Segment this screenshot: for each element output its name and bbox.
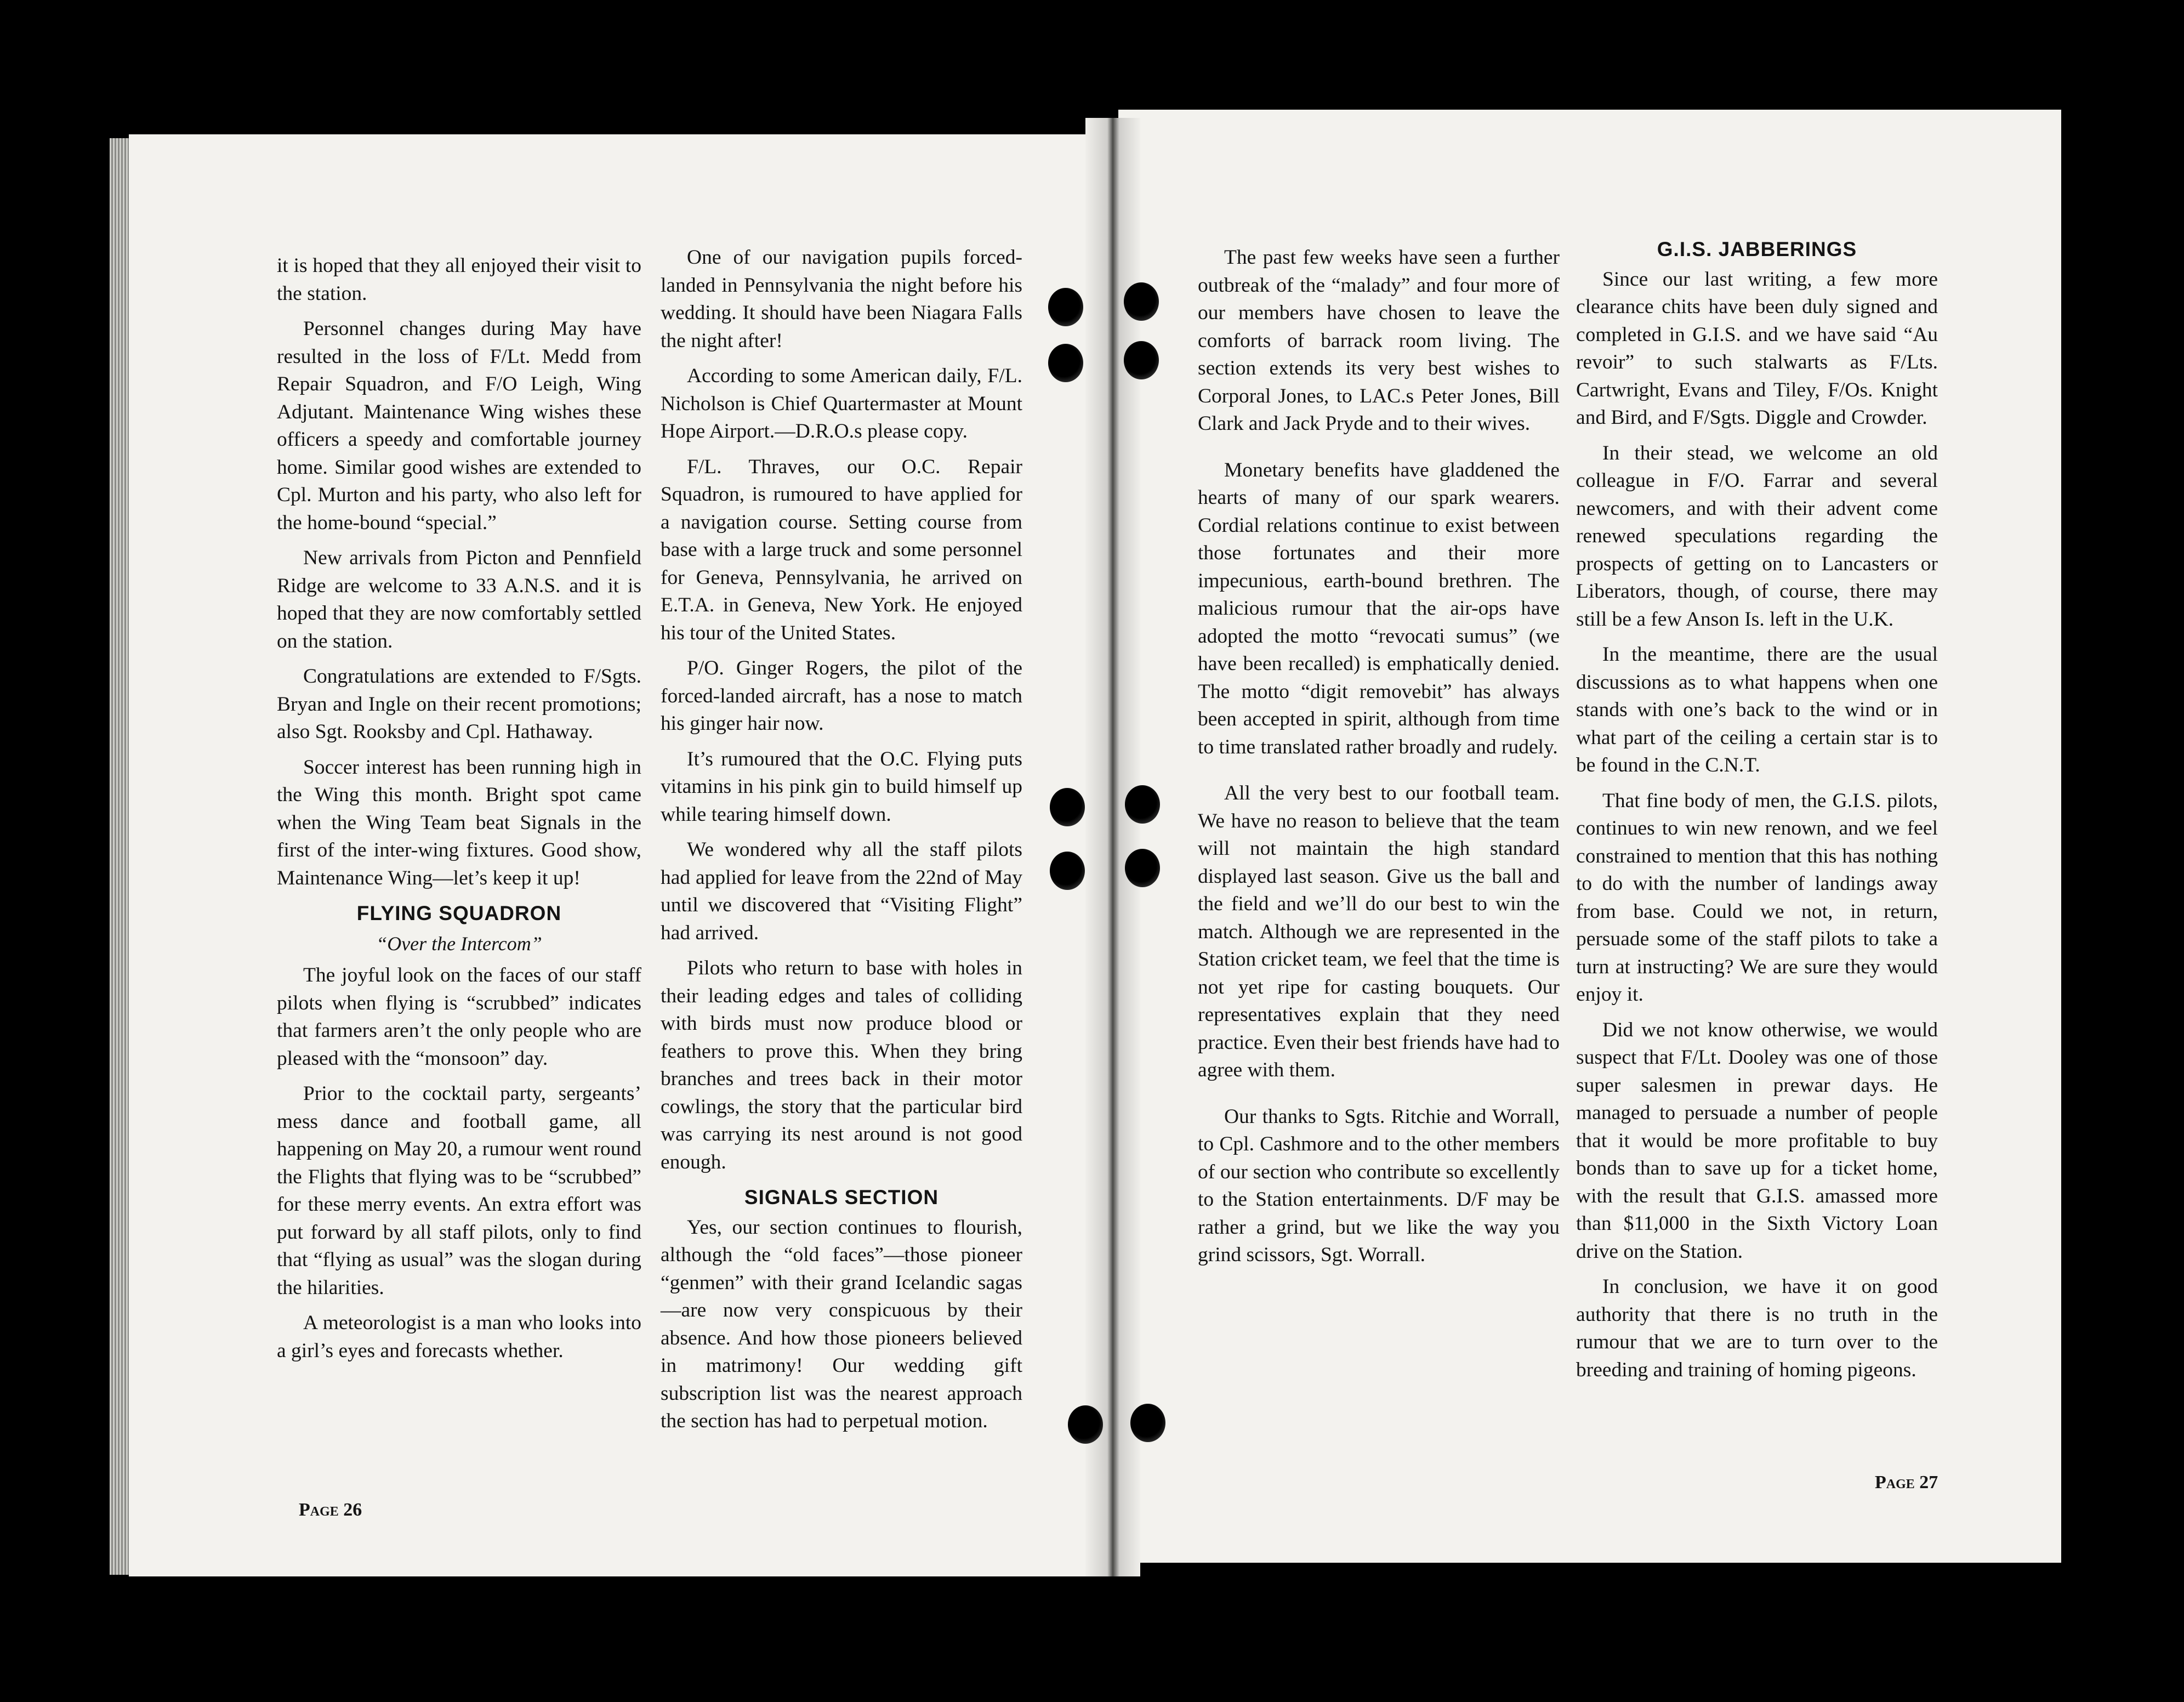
- paragraph: The joyful look on the faces of our staff pilots when flying is “scrubbed” indicates that farmers aren’t the only people who are pleased with the “monsoon” day.: [277, 964, 641, 1070]
- paragraph: A meteorologist is a man who looks into a girl’s eyes and forecasts whether.: [277, 1312, 641, 1362]
- section-heading-signals-section: SIGNALS SECTION: [744, 1186, 939, 1209]
- paragraph: it is hoped that they all enjoyed their visit to the station.: [277, 254, 641, 305]
- paragraph: That fine body of men, the G.I.S. pilots, continues to win new renown, and we feel constrained to mention that this has nothing to do with the number of landings away from base. Could we not, in return, persuade some of the staff pilots to take a turn at instructing? We are sure they would enjoy it.: [1576, 789, 1938, 1006]
- column-3: [1198, 244, 1560, 1277]
- paragraph: Did we not know otherwise, we would suspect that F/Lt. Dooley was one of those super salesmen in prewar days. He managed to persuade a number of people that it would be more profitable to buy bonds than to save up for a ticket home, with the result that G.I.S. amassed more than $11,000 in the Sixth Victory Loan drive on the Station.: [1576, 1018, 1938, 1263]
- paragraph: One of our navigation pupils forced-landed in Pennsylvania the night before his wedding. It should have been Niagara Falls the night after!: [661, 246, 1022, 352]
- paragraph: It’s rumoured that the O.C. Flying puts vitamins in his pink gin to build himself up while tearing himself down.: [661, 747, 1022, 826]
- punch-hole-icon: [1124, 282, 1159, 321]
- paragraph: Since our last writing, a few more clearance chits have been duly signed and completed in G.I.S. and we have said “Au revoir” to such stalwarts as F/Lts. Cartwright, Evans and Tiley, F/Os. Knight and Bird, and F/Sgts. Diggle and Crowder.: [1576, 268, 1938, 429]
- punch-hole-icon: [1048, 288, 1083, 326]
- paragraph: New arrivals from Picton and Pennfield Ridge are welcome to 33 A.N.S. and it is hoped that they are now comfortably settled on the station.: [277, 547, 641, 653]
- paragraph: Yes, our section continues to flourish, although the “old faces”—those pioneer “genmen” with their grand Icelandic sagas—are now very conspicuous by their absence. And how those pioneers believed in matrimony! Our wedding gift subscription list was the nearest approach the section has had to perpetual motion.: [661, 1216, 1022, 1432]
- punch-hole-icon: [1130, 1404, 1165, 1442]
- paragraph: Pilots who return to base with holes in their leading edges and tales of colliding with birds must now produce blood or feathers to prove this. When they bring branches and trees back in their motor cowlings, the story that the particular bird was carrying its nest around is not good enough.: [661, 957, 1022, 1173]
- paragraph: F/L. Thraves, our O.C. Repair Squadron, is rumoured to have applied for a navigation course. Setting course from base with a large truck and some personnel for Geneva, Pennsylvania, he arrived on E.T.A. in Geneva, New York. He enjoyed his tour of the United States.: [661, 455, 1022, 644]
- paragraph: In their stead, we welcome an old colleague in F/O. Farrar and several newcomers, and with their advent come renewed speculations regarding the prospects of getting on to Lancasters or Liberators, though, of course, there may still be a few Anson Is. left in the U.K.: [1576, 441, 1938, 631]
- punch-hole-icon: [1050, 788, 1085, 826]
- page-number-left: Page 26: [299, 1500, 362, 1520]
- paragraph: Prior to the cocktail party, sergeants’ mess dance and football game, all happening on May 20, a rumour went round the Flights that flying was to be “scrubbed” for these merry events. An extra effort was put forward by all staff pilots, only to find that “flying as usual” was the slogan during the hilarities.: [277, 1082, 641, 1299]
- paragraph: P/O. Ginger Rogers, the pilot of the forced-landed aircraft, has a nose to match his ginger hair now.: [661, 657, 1022, 735]
- page-stack-edge: [110, 138, 132, 1575]
- punch-hole-icon: [1050, 852, 1085, 890]
- section-heading-flying-squadron: FLYING SQUADRON: [356, 902, 562, 924]
- column-2: [661, 244, 1022, 1443]
- column-1: [277, 252, 641, 1372]
- paragraph: Monetary benefits have gladdened the hearts of many of our spark wearers. Cordial relations continue to exist between those fortunates and their more impecunious, earth-bound brethren. The malicious rumour that the air-ops have adopted the motto “revocati sumus” (we have been recalled) is emphatically denied. The motto “digit removebit” has always been accepted in spirit, although from time to time translated rather broadly and rudely.: [1198, 458, 1560, 758]
- paragraph: All the very best to our football team. We have no reason to believe that the team will not maintain the high standard displayed last season. Give us the ball and the field and we’ll do our best to win the match. Although we are represented in the Station cricket team, we feel that the time is not yet ripe for casting bouquets. Our representatives explain that they need practice. Even their best friends have had to agree with them.: [1198, 782, 1560, 1081]
- punch-hole-icon: [1125, 849, 1160, 887]
- paragraph: Congratulations are extended to F/Sgts. Bryan and Ingle on their recent promotions; also Sgt. Rooksby and Cpl. Hathaway.: [277, 665, 641, 743]
- section-heading-gis-jabberings: G.I.S. JABBERINGS: [1657, 238, 1857, 260]
- punch-hole-icon: [1124, 341, 1159, 379]
- book-spine: [1085, 118, 1140, 1576]
- punch-hole-icon: [1125, 785, 1160, 824]
- paragraph: According to some American daily, F/L. Nicholson is Chief Quartermaster at Mount Hope Airport.—D.R.O.s please copy.: [661, 365, 1022, 442]
- section-subheading: “Over the Intercom”: [376, 932, 542, 955]
- punch-hole-icon: [1048, 344, 1083, 382]
- paragraph: Personnel changes during May have resulted in the loss of F/Lt. Medd from Repair Squadron, and F/O Leigh, Wing Adjutant. Maintenance Wing wishes these officers a speedy and comfortable journey home. Similar good wishes are extended to Cpl. Murton and his party, who also left for the home-bound “special.”: [277, 317, 641, 534]
- paragraph: The past few weeks have seen a further outbreak of the “malady” and four more of our members have chosen to leave the comforts of barrack room living. The section extends its very best wishes to Corporal Jones, to LAC.s Peter Jones, Bill Clark and Jack Pryde and to their wives.: [1198, 246, 1560, 435]
- paragraph: In the meantime, there are the usual discussions as to what happens when one stands with one’s back to the wind or in what part of the ceiling a certain star is to be found in the C.N.T.: [1576, 643, 1938, 776]
- page-number-right: Page 27: [1875, 1472, 1938, 1493]
- column-4: [1576, 236, 1938, 1392]
- paragraph: In conclusion, we have it on good authority that there is no truth in the rumour that we are to turn over to the breeding and training of homing pigeons.: [1576, 1275, 1938, 1381]
- paragraph: Our thanks to Sgts. Ritchie and Worrall, to Cpl. Cashmore and to the other members of our section who contribute so excellently to the Station entertainments. D/F may be rather a grind, but we like the way you grind scissors, Sgt. Worrall.: [1198, 1105, 1560, 1266]
- paragraph: Soccer interest has been running high in the Wing this month. Bright spot came when the Wing Team beat Signals in the first of the inter-wing fixtures. Good show, Maintenance Wing—let’s keep it up!: [277, 756, 641, 889]
- punch-hole-icon: [1068, 1405, 1103, 1444]
- paragraph: We wondered why all the staff pilots had applied for leave from the 22nd of May until we discovered that “Visiting Flight” had arrived.: [661, 838, 1022, 944]
